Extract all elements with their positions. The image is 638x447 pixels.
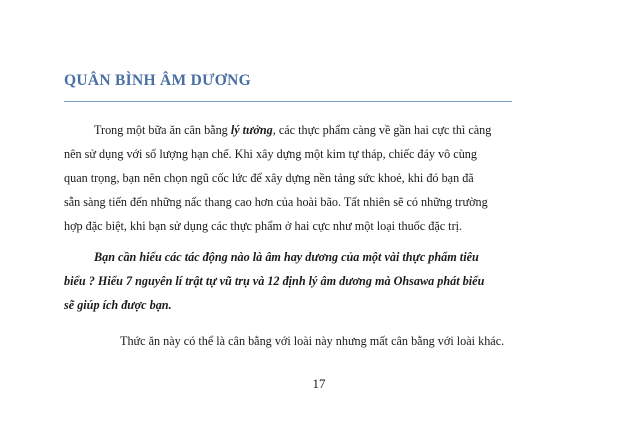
paragraph-line: Thức ăn này có thể là cân bằng với loài này nhưng mất cân bằng với loài khác.	[120, 334, 505, 348]
paragraph-balanced-meal	[64, 118, 584, 238]
page-number: 17	[312, 376, 326, 391]
paragraph-species-balance	[64, 329, 584, 353]
paragraph-line: nên sử dụng với số lượng hạn chế. Khi xây dựng một kim tự tháp, chiếc đáy vô cùng	[64, 147, 477, 161]
emphasis-text: lý tưởng	[230, 123, 273, 137]
text-run: , các thực phẩm càng về gần hai cực thì càng	[272, 123, 492, 137]
paragraph-yin-yang-question	[64, 245, 584, 317]
paragraph-line: sẵn sàng tiến đến những nấc thang cao hơn của hoài bão. Tất nhiên sẽ có những trường	[64, 195, 488, 209]
paragraph-line: quan trọng, bạn nên chọn ngũ cốc lức để xây dựng nền tảng sức khoẻ, khi đó bạn đã	[64, 171, 474, 185]
paragraph-line: sẽ giúp ích được bạn.	[64, 298, 172, 312]
paragraph-line	[64, 118, 584, 142]
paragraph-line: biểu ? Hiểu 7 nguyên lí trật tự vũ trụ và 12 định lý âm dương mà Ohsawa phát biểu	[64, 274, 485, 288]
text-run: Trong một bữa ăn cân bằng	[94, 123, 231, 137]
paragraph-line: Bạn cần hiểu các tác động nào là âm hay dương của một vài thực phẩm tiêu	[94, 250, 479, 264]
heading-underline	[64, 101, 512, 102]
paragraph-line: hợp đặc biệt, khi bạn sử dụng các thực phẩm ở hai cực như một loại thuốc đặc trị.	[64, 219, 463, 233]
section-heading: QUÂN BÌNH ÂM DƯƠNG	[64, 72, 251, 89]
